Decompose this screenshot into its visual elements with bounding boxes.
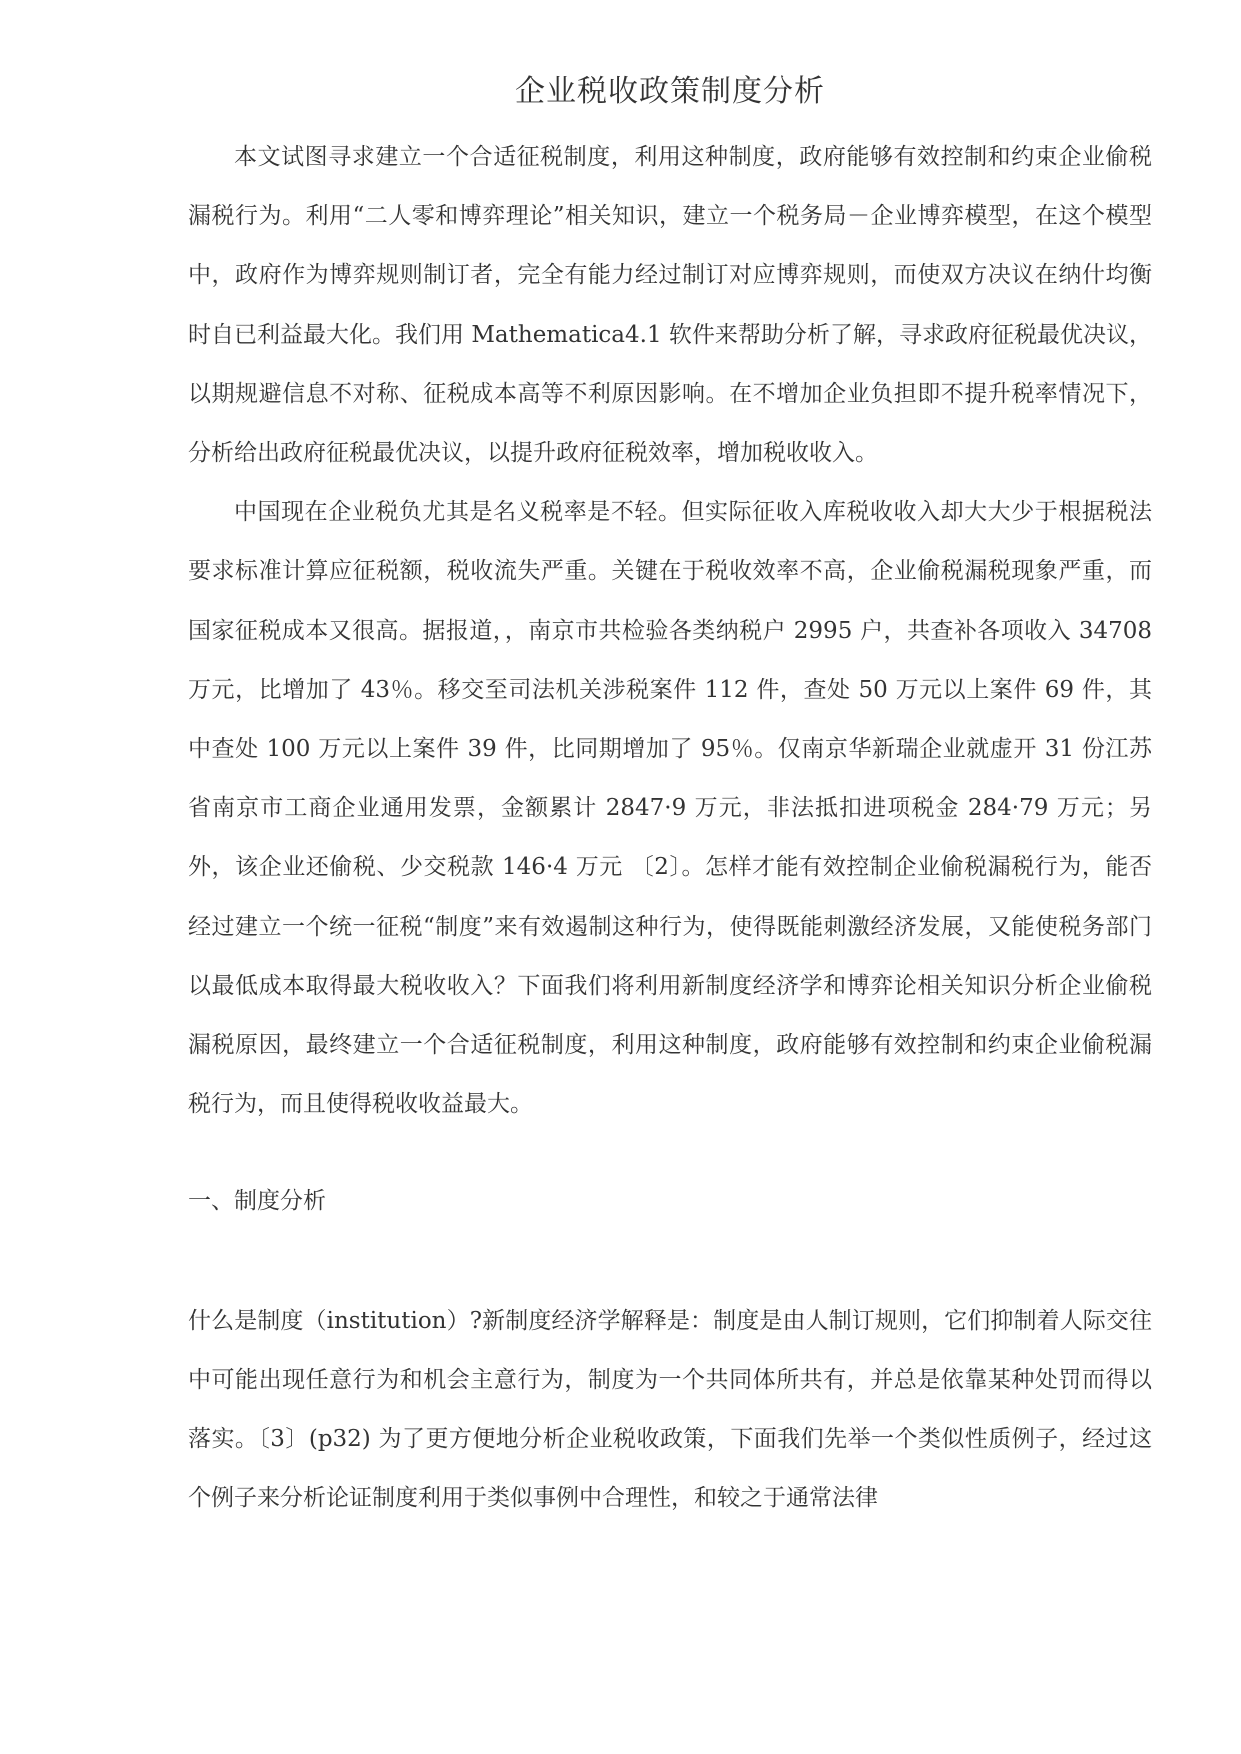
section-paragraph: 什么是制度（institution）?新制度经济学解释是：制度是由人制订规则，它们抑制着人际交往中可能出现任意行为和机会主意行为，制度为一个共同体所共有，并总是依靠某种处罚而得以落实。〔3〕(p32) 为了更方便地分析企业税收政策，下面我们先举一个类似性质例子，经过这个例子来分析论证制度利用于类似事例中合理性，和较之于通常法律 [188,1307,1152,1512]
intro-paragraph: 中国现在企业税负尤其是名义税率是不轻。但实际征收入库税收收入却大大少于根据税法要求标准计算应征税额，税收流失严重。关键在于税收效率不高，企业偷税漏税现象严重，而国家征税成本又很高。据报道，，南京市共检验各类纳税户 2995 户，共查补各项收入 34708 万元，比增加了 43％。移交至司法机关涉税案件 112 件，查处 50 万元以上案件 69 件，其中查处 100 万元以上案件 39 件，比同期增加了 95％。仅南京华新瑞企业就虚开 31 份江苏省南京市工商企业通用发票，金额累计 2847·9 万元，非法抵扣进项税金 284·79 万元；另外，该企业还偷税、少交税款 146·4 万元 〔2〕。怎样才能有效控制企业偷税漏税行为，能否经过建立一个统一征税“制度”来有效遏制这种行为，使得既能刺激经济发展，又能使税务部门以最低成本取得最大税收收入？下面我们将利用新制度经济学和博弈论相关知识分析企业偷税漏税原因，最终建立一个合适征税制度，利用这种制度，政府能够有效控制和约束企业偷税漏税行为，而且使得税收收益最大。 [188,499,1152,1118]
document-page [188,62,1152,1528]
section-heading: 一、制度分析 [188,1188,326,1215]
document-title: 企业税收政策制度分析 [515,74,825,109]
abstract-paragraph: 本文试图寻求建立一个合适征税制度，利用这种制度，政府能够有效控制和约束企业偷税漏税行为。利用“二人零和博弈理论”相关知识，建立一个税务局－企业博弈模型，在这个模型中，政府作为博弈规则制订者，完全有能力经过制订对应博弈规则，而使双方决议在纳什均衡时自已利益最大化。我们用 Mathematica4.1 软件来帮助分析了解，寻求政府征税最优决议，以期规避信息不对称、征税成本高等不利原因影响。在不增加企业负担即不提升税率情况下，分析给出政府征税最优决议，以提升政府征税效率，增加税收收入。 [188,144,1152,467]
